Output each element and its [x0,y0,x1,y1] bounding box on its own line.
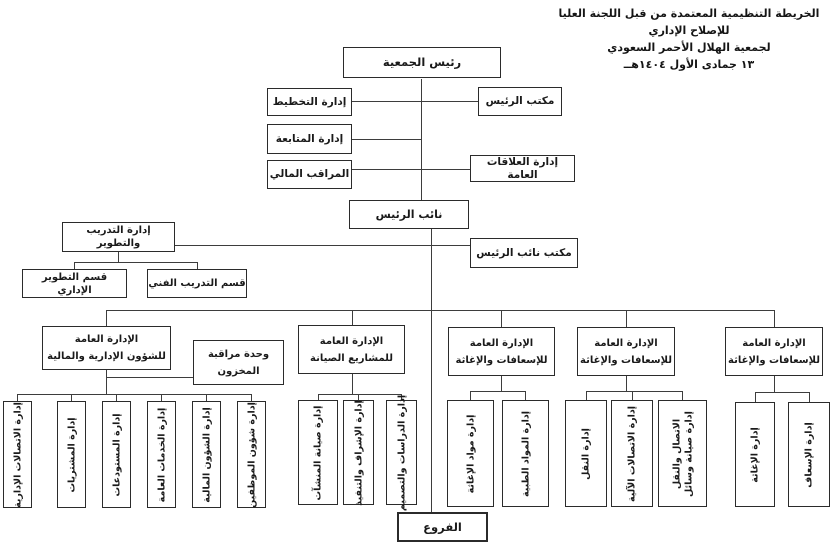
node-vice-president: نائب الرئيس [349,200,469,229]
connector-line [352,101,478,102]
connector-line [352,169,470,170]
connector-line [525,391,526,400]
node-dept-relief-materials: إدارة مواد الإغاثة [447,400,494,507]
node-inventory-control-unit [193,340,284,385]
connector-line [161,394,162,401]
node-planning-dept: إدارة التخطيط [267,88,352,116]
node-title-line: للإسعافات والإغاثة [455,354,548,366]
node-vice-president-office: مكتب نائب الرئيس [470,238,578,268]
connector-line [116,394,117,401]
node-training-development-dept: إدارة التدريب والتطوير [62,222,175,252]
node-title-line: الإدارة العامة [319,335,384,347]
chart-title-line2: للإصلاح الإداري [648,24,730,37]
connector-line [118,252,119,262]
connector-line [352,310,353,325]
node-title-line: للشؤون الإدارية والمالية [47,351,166,362]
node-general-admin-1 [298,325,405,374]
connector-line [774,376,775,392]
chart-title [550,5,828,73]
node-dept-studies-design: إدارة الدراسات والتصميم [386,400,417,505]
connector-line [421,79,422,200]
node-dept-purchasing: إدارة المشتريات [57,401,86,508]
connector-line [755,392,756,402]
node-general-admin-0 [42,326,171,370]
node-financial-controller: المراقب المالي [267,160,352,189]
connector-line [809,392,810,402]
node-title-line: الإدارة العامة [594,337,658,349]
connector-line [755,392,809,393]
connector-line [106,310,774,311]
chart-title-line1: الخريطة التنظيمية المعتمدة من قبل اللجنة العليا [558,7,820,20]
node-dept-facilities-maintenance: إدارة صيانة المنشآت [298,400,338,505]
node-title-line: إدارة صيانة وسائل [682,410,694,497]
connector-line [586,391,682,392]
connector-line [318,394,401,395]
node-title-line: الإدارة العامة [74,334,139,345]
node-general-admin-4 [725,327,823,376]
node-admin-development-section: قسم التطوير الإداري [22,269,127,298]
node-dept-financial-affairs: إدارة الشؤون المالية [192,401,221,508]
connector-line [175,245,470,246]
connector-line [74,262,197,263]
connector-line [106,377,193,378]
chart-title-line3: لجمعية الهلال الأحمر السعودي [607,41,771,54]
node-dept-transport: إدارة النقل [565,400,607,507]
node-title-line: الإدارة العامة [742,337,806,349]
node-title-line: الاتصال والنقل [671,418,682,489]
connector-line [501,310,502,327]
node-title-line: وحدة مراقبة [207,348,270,360]
node-dept-ambulance: إدارة الإسعاف [788,402,830,507]
node-dept-personnel-affairs: إدارة شؤون الموظفين [237,401,266,508]
connector-line [106,370,107,394]
chart-title-line4: ١٣ جمادى الأول ١٤٠٤هــ [623,58,755,71]
node-branches: الفروع [397,512,488,542]
node-dept-medical-materials: إدارة المواد الطبية [502,400,549,507]
node-technical-training-section: قسم التدريب الفني [147,269,247,298]
node-president-office: مكتب الرئيس [478,87,562,116]
node-public-relations-dept: إدارة العلاقات العامة [470,155,575,182]
node-dept-admin-communications: إدارة الاتصالات الإدارية [3,401,32,508]
connector-line [774,310,775,327]
node-dept-supervision-execution: إدارة الإشراف والتنفيذ [343,400,374,505]
node-title-line: للإسعافات والإغاثة [728,354,820,366]
connector-line [682,391,683,400]
connector-line [586,391,587,400]
connector-line [352,139,421,140]
node-followup-dept: إدارة المتابعة [267,124,352,154]
node-title-line: الإدارة العامة [469,337,534,349]
node-general-admin-3 [577,327,675,376]
connector-line [74,262,75,269]
connector-line [352,374,353,394]
connector-line [197,262,198,269]
node-dept-relief: إدارة الإغاثة [735,402,775,507]
connector-line [71,394,72,401]
node-dept-comm-transport-maintenance [658,400,707,507]
node-general-admin-2 [448,327,555,376]
node-title-line: للمشاريع الصيانة [310,352,393,364]
node-president: رئيس الجمعية [343,47,501,78]
node-title-line: المخزون [217,365,260,377]
connector-line [626,310,627,327]
connector-line [251,394,252,401]
connector-line [17,394,18,401]
node-dept-warehouses: إدارة المستودعات [102,401,131,508]
node-title-line: للإسعافات والإغاثة [580,354,672,366]
node-dept-automated-communications: إدارة الاتصالات الآلية [611,400,653,507]
connector-line [206,394,207,401]
connector-line [632,391,633,400]
connector-line [106,310,107,326]
connector-line [470,391,471,400]
node-dept-general-services: إدارة الخدمات العامة [147,401,176,508]
connector-line [17,394,251,395]
connector-line [470,391,525,392]
connector-line [626,376,627,391]
connector-line [431,229,432,513]
connector-line [501,376,502,391]
